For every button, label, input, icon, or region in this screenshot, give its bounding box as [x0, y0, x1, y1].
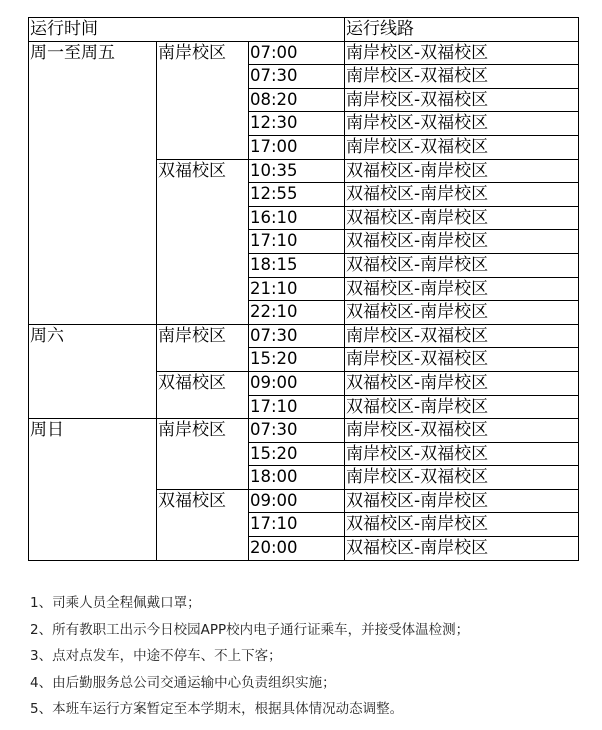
route-cell: 南岸校区-双福校区	[345, 466, 579, 490]
day-cell: 周六	[29, 324, 157, 418]
bus-schedule-table	[28, 17, 579, 561]
departure-time-cell: 07:30	[249, 419, 345, 443]
departure-time-cell: 22:10	[249, 301, 345, 325]
table-row	[29, 324, 579, 348]
route-cell: 南岸校区-双福校区	[345, 419, 579, 443]
departure-time-cell: 07:00	[249, 41, 345, 65]
table-row	[29, 419, 579, 443]
departure-time-cell: 17:00	[249, 135, 345, 159]
route-cell: 南岸校区-双福校区	[345, 348, 579, 372]
route-cell: 双福校区-南岸校区	[345, 230, 579, 254]
route-cell: 双福校区-南岸校区	[345, 206, 579, 230]
departure-time-cell: 16:10	[249, 206, 345, 230]
route-cell: 南岸校区-双福校区	[345, 65, 579, 89]
departure-time-cell: 15:20	[249, 442, 345, 466]
table-row	[29, 41, 579, 65]
route-cell: 南岸校区-双福校区	[345, 112, 579, 136]
note-item: 2、所有教职工出示今日校园APP校内电子通行证乘车，并接受体温检测；	[30, 621, 470, 638]
route-cell: 双福校区-南岸校区	[345, 159, 579, 183]
notes-list	[30, 590, 469, 723]
departure-time-cell: 08:20	[249, 88, 345, 112]
route-cell: 双福校区-南岸校区	[345, 395, 579, 419]
header-row	[29, 18, 579, 42]
route-cell: 双福校区-南岸校区	[345, 489, 579, 513]
route-cell: 双福校区-南岸校区	[345, 513, 579, 537]
route-cell: 双福校区-南岸校区	[345, 277, 579, 301]
route-cell: 双福校区-南岸校区	[345, 183, 579, 207]
route-cell: 南岸校区-双福校区	[345, 135, 579, 159]
departure-time-cell: 17:10	[249, 395, 345, 419]
campus-cell: 南岸校区	[157, 41, 249, 159]
campus-cell: 双福校区	[157, 489, 249, 560]
departure-time-cell: 07:30	[249, 324, 345, 348]
note-item: 3、点对点发车，中途不停车、不上下客；	[30, 648, 282, 664]
header-route-cell: 运行线路	[345, 18, 579, 42]
departure-time-cell: 17:10	[249, 230, 345, 254]
departure-time-cell: 15:20	[249, 348, 345, 372]
route-cell: 南岸校区-双福校区	[345, 41, 579, 65]
campus-cell: 南岸校区	[157, 419, 249, 490]
departure-time-cell: 20:00	[249, 537, 345, 561]
campus-cell: 南岸校区	[157, 324, 249, 371]
departure-time-cell: 12:30	[249, 112, 345, 136]
route-cell: 南岸校区-双福校区	[345, 324, 579, 348]
departure-time-cell: 17:10	[249, 513, 345, 537]
route-cell: 南岸校区-双福校区	[345, 442, 579, 466]
departure-time-cell: 10:35	[249, 159, 345, 183]
route-cell: 双福校区-南岸校区	[345, 537, 579, 561]
departure-time-cell: 07:30	[249, 65, 345, 89]
day-cell: 周日	[29, 419, 157, 561]
day-cell: 周一至周五	[29, 41, 157, 324]
departure-time-cell: 09:00	[249, 489, 345, 513]
note-item: 5、本班车运行方案暂定至本学期末，根据具体情况动态调整。	[30, 701, 404, 717]
departure-time-cell: 12:55	[249, 183, 345, 207]
departure-time-cell: 09:00	[249, 371, 345, 395]
campus-cell: 双福校区	[157, 371, 249, 418]
note-item: 1、司乘人员全程佩戴口罩；	[30, 595, 201, 611]
route-cell: 南岸校区-双福校区	[345, 88, 579, 112]
campus-cell: 双福校区	[157, 159, 249, 324]
route-cell: 双福校区-南岸校区	[345, 253, 579, 277]
departure-time-cell: 21:10	[249, 277, 345, 301]
route-cell: 双福校区-南岸校区	[345, 301, 579, 325]
route-cell: 双福校区-南岸校区	[345, 371, 579, 395]
header-time-cell: 运行时间	[29, 18, 345, 42]
note-item: 4、由后勤服务总公司交通运输中心负责组织实施；	[30, 674, 336, 691]
departure-time-cell: 18:00	[249, 466, 345, 490]
departure-time-cell: 18:15	[249, 253, 345, 277]
